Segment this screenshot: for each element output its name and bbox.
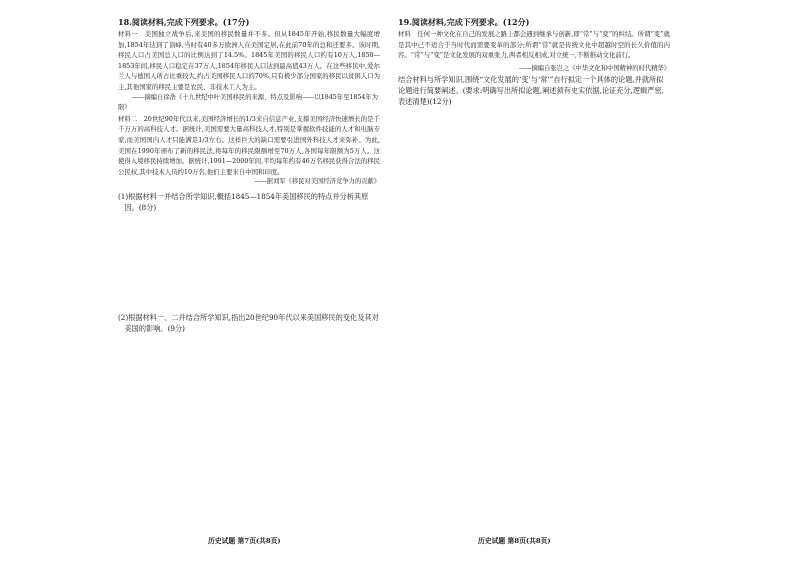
question-18-heading: 18.阅读材料,完成下列要求。(17分) bbox=[118, 17, 250, 27]
page-footer-left: 历史试题 第7页(共8页) bbox=[208, 537, 281, 545]
q18-material-2: 材料二 20世纪90年代以来,美国经济增长的1/3来自信息产业,支撑美国经济快速增长的是千千万万的高科技人才。据统计,美国需要大量高科技人才,特别是掌握软件技能的人才和电脑专家,而美国国内人才只能满足1/3左右。这样巨大的缺口需要引进国外科技人才来弥补。为此,美国在1990年颁布了新的移民法,将每年的移民限额增至70万人,各国每年限额为5万人。这使得入境移民持续增加。据统计,1991—2000年间,平均每年约有46万名移民获得合法的移民公民权,其中技术人员约10万名,他们主要来自中国和印度。 bbox=[118, 114, 381, 176]
q18-material-1: 材料一 美国独立战争后,来美国的移民数量并不多。但从1845年开始,移民数量大幅度增加,1854年达到了顶峰,当时有40多万欧洲人在美国定居,在此前70年的总和还要多。该时期,移民人口占美国总人口的比例达到了14.5%。1845年美国的移民人口约有10万人,1850—1853年间,移民人口稳定在37万人,1854年移民人口达到最高值43万人。在这些移民中,爱尔兰人与德国人所占比重较大,约占美国移民人口的70%,只有极少部分国家的移民以贫困人口为主,其他国家的移民主要是农民、非技术工人为主。 bbox=[118, 30, 380, 91]
answer-space-1 bbox=[118, 214, 380, 312]
left-column bbox=[118, 16, 380, 335]
right-column bbox=[398, 16, 670, 107]
page-footer-right: 历史试题 第8页(共8页) bbox=[478, 537, 551, 545]
q18-material-2-source: ——据刘军《移民对美国经济竞争力的贡献》 bbox=[254, 178, 380, 186]
q19-requirement: 结合材料与所学知识,围绕“文化发展的‘变’与‘常’”自行拟定一个具体的论题,并就所拟论题进行简要阐述。(要求:明确写出所拟论题,阐述须有史实依据,论证充分,逻辑严密,表述清楚)(12分) bbox=[398, 75, 664, 107]
question-19-heading: 19.阅读材料,完成下列要求。(12分) bbox=[398, 17, 530, 27]
q19-material-source: ——摘编自张岂之《中华文化和中国精神的时代精华》 bbox=[518, 64, 670, 72]
q19-material: 材料 任何一种文化在自己的发展之路上都会遇到继承与创新,即“常”与“变”的纠结。所谓“变”就是其中已不适合于当时代而需要变革的部分;所谓“常”就是传统文化中超越时空的长久价值的内容。“常”与“变”是文化发展的双重张力,两者相反相成,对立统一,不断推动文化前行。 bbox=[398, 30, 670, 60]
q18-material-1-source: ——摘编自徐浩《十九世纪中叶美国移民的来源、特点及影响——以1845年至1854年为限》 bbox=[118, 93, 379, 112]
q18-subquestion-2: (2)根据材料一、二并结合所学知识,指出20世纪90年代以来美国移民的变化及其对美国的影响。(9分) bbox=[118, 312, 379, 334]
q18-subquestion-1: (1)根据材料一并结合所学知识,概括1845—1854年美国移民的特点并分析其原因。(8分) bbox=[118, 191, 369, 213]
